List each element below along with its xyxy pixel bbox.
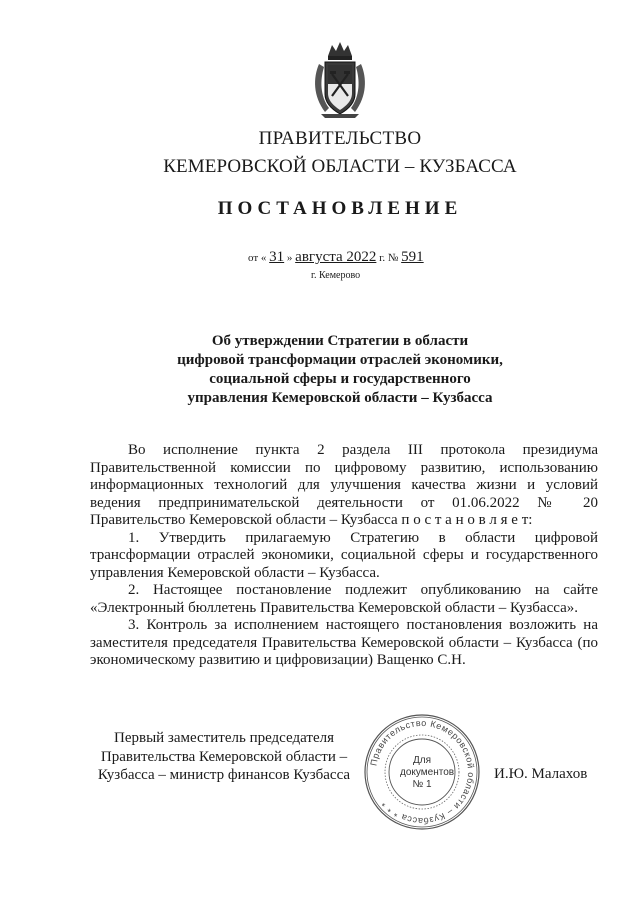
document-body: [90, 442, 598, 670]
document-number: 591: [401, 249, 424, 265]
date-month-year: августа 2022: [295, 249, 377, 265]
document-type-heading: ПОСТАНОВЛЕНИЕ: [217, 198, 463, 219]
title-line: цифровой трансформации отраслей экономики,: [177, 352, 503, 368]
signatory-name: И.Ю. Малахов: [494, 766, 588, 782]
government-name-line2: КЕМЕРОВСКОЙ ОБЛАСТИ – КУЗБАССА: [163, 156, 517, 177]
svg-text:Правительство Кемеровской обла: Правительство Кемеровской области – Кузбасса * * *: [368, 717, 477, 827]
signatory-position-line: Кузбасса – министр финансов Кузбасса: [97, 767, 351, 783]
stamp-inner-line: документов: [400, 767, 455, 778]
issue-city: г. Кемерово: [311, 270, 361, 281]
date-prefix: от «: [248, 252, 267, 264]
body-paragraph-item-2: 2. Настоящее постановление подлежит опубликованию на сайте «Электронный бюллетень Правительства Кемеровской области – Кузбасса».: [90, 582, 598, 616]
body-paragraph-preamble: Во исполнение пункта 2 раздела III протокола президиума Правительственной комиссии по цифровому развитию, использованию информационных технологий для улучшения качества жизни и условий ведения предпринимательской деятельности от 01.06.2022 № 20 Правительство Кемеровской области – Кузбасса п о с т а н о в л я е т:: [90, 442, 598, 528]
coat-of-arms-emblem: [311, 40, 369, 120]
title-line: социальной сферы и государственного: [209, 371, 471, 387]
stamp-inner-line: № 1: [412, 779, 432, 790]
signatory-position: [90, 729, 358, 785]
title-line: Об утверждении Стратегии в области: [211, 333, 469, 349]
stamp-inner-text: [400, 755, 455, 791]
date-mid: »: [286, 252, 293, 264]
government-name-line1: ПРАВИТЕЛЬСТВО: [258, 128, 422, 149]
document-date-number: [248, 249, 424, 266]
document-title: [90, 332, 590, 408]
date-suffix: г. №: [379, 252, 399, 264]
date-day: 31: [269, 249, 285, 265]
body-paragraph-item-3: 3. Контроль за исполнением настоящего постановления возложить на заместителя председателя Правительства Кемеровской области – Кузбасса (по экономическому развитию и цифровизации) Ващенко С.Н.: [90, 617, 598, 668]
stamp-inner-line: Для: [412, 755, 432, 766]
title-line: управления Кемеровской области – Кузбасса: [187, 390, 493, 406]
body-paragraph-item-1: 1. Утвердить прилагаемую Стратегию в области цифровой трансформации отраслей экономики, социальной сферы и государственного управления Кемеровской области – Кузбасса.: [90, 529, 598, 581]
signatory-position-line: Первый заместитель председателя: [114, 730, 334, 746]
signatory-position-line: Правительства Кемеровской области –: [100, 748, 348, 765]
